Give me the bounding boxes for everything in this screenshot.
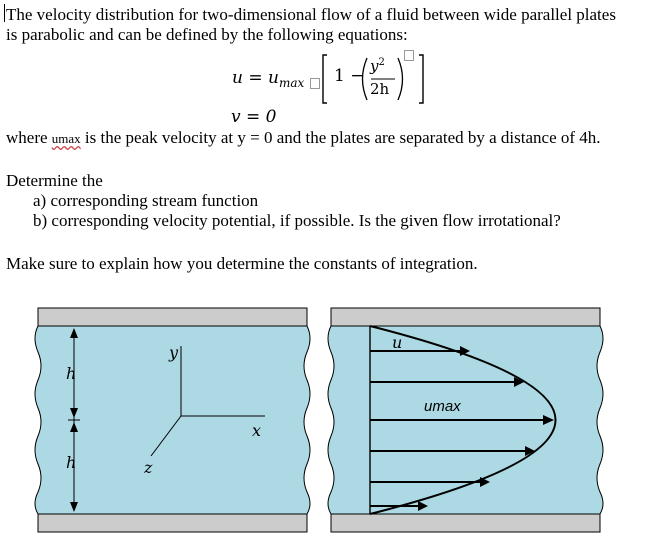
left-panel bbox=[35, 308, 310, 532]
where-line: where umax is the peak velocity at y = 0 and the plates are separated by a distance of 4h. bbox=[6, 128, 601, 147]
axis-x-label: x bbox=[252, 421, 262, 440]
problem-line-1: The velocity distribution for two-dimensional flow of a fluid between wide parallel plates bbox=[6, 5, 616, 24]
axis-z-label: z bbox=[144, 458, 153, 477]
flow-figure bbox=[0, 296, 668, 548]
eq-one-minus: 1 − bbox=[334, 66, 365, 86]
right-panel bbox=[328, 308, 603, 532]
left-top-plate bbox=[38, 308, 307, 326]
right-top-plate bbox=[331, 308, 600, 326]
right-umax-label: umax bbox=[424, 398, 461, 415]
right-u-label: u bbox=[392, 333, 403, 352]
explain-line: Make sure to explain how you determine the constants of integration. bbox=[6, 254, 478, 273]
axis-y-label: y bbox=[169, 343, 179, 362]
item-b: b) corresponding velocity potential, if possible. Is the given flow irrotational? bbox=[33, 211, 561, 230]
eq-numerator: y bbox=[370, 57, 379, 75]
left-h-top: h bbox=[66, 364, 77, 383]
eq-denominator: 2h bbox=[370, 80, 390, 98]
left-bottom-plate bbox=[38, 514, 307, 532]
umax-spelling: umax bbox=[51, 131, 81, 146]
placeholder-box-sup bbox=[404, 50, 414, 61]
determine-heading: Determine the bbox=[6, 171, 103, 190]
equation-v: v = 0 bbox=[231, 107, 277, 127]
placeholder-box bbox=[310, 78, 320, 89]
item-a: a) corresponding stream function bbox=[33, 191, 259, 210]
eq-u-lhs: u = u bbox=[232, 68, 279, 88]
eq-numerator-sup: 2 bbox=[378, 57, 385, 68]
problem-line-2: is parabolic and can be defined by the following equations: bbox=[6, 25, 408, 44]
right-bottom-plate bbox=[331, 514, 600, 532]
eq-u-sub: max bbox=[278, 76, 305, 90]
text-caret bbox=[4, 4, 5, 22]
left-h-bottom: h bbox=[66, 453, 77, 472]
